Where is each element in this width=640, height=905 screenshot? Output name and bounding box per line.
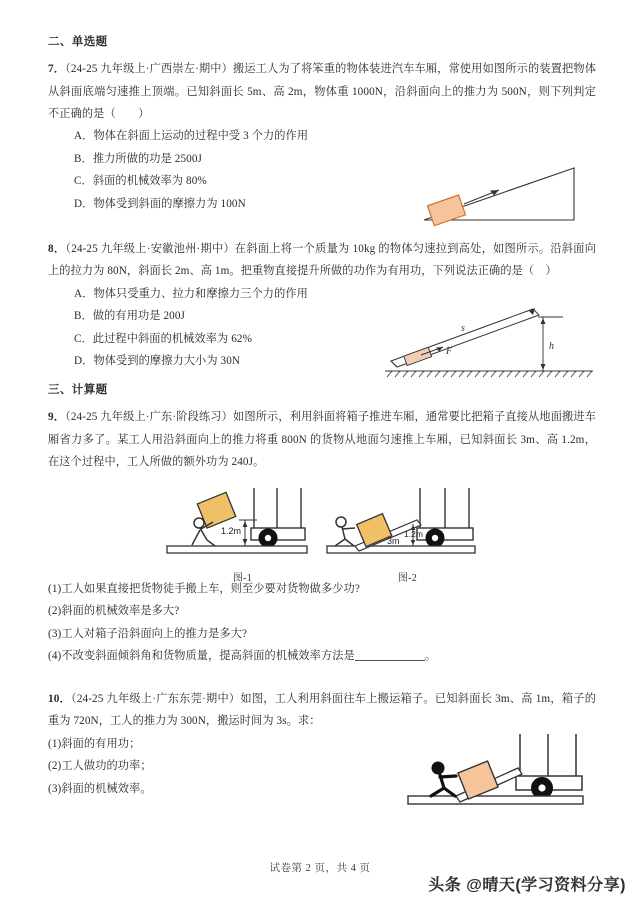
question-10-text: 如图，工人利用斜面往车上搬运箱子。已知斜面长 3m、高 1m，箱子的重为 720N，工人的推力为 300N，搬运时间为 3s。求： — [48, 693, 597, 728]
section-heading-2: 二、单选题 — [48, 36, 108, 48]
force-arrow — [464, 190, 499, 204]
question-9-sub-4-text: (4)不改变斜面倾斜角和货物质量，提高斜面的机械效率方法是 — [48, 650, 355, 663]
carry-diagram — [165, 484, 320, 562]
question-8-source: （24-25 九年级上·安徽池州·期中） — [65, 243, 235, 255]
question-9-sub-2: (2)斜面的机械效率是多大? — [48, 605, 180, 618]
question-10-source: （24-25 九年级上·广东东莞·期中） — [71, 693, 241, 705]
label-q9-fig2-height: 1.2m — [404, 529, 423, 539]
truck — [251, 488, 305, 547]
label-q9-fig2-length: 3m — [387, 536, 400, 546]
stick-person-pushing — [431, 762, 456, 797]
block-on-board — [404, 347, 432, 365]
stick-person — [192, 518, 215, 546]
watermark: 头条 @晴天(学习资料分享) — [428, 877, 626, 894]
page-content-3 — [48, 382, 596, 477]
question-9-stem — [48, 406, 596, 473]
page-content-4 — [48, 578, 596, 668]
question-8-option-c[interactable]: C．此过程中斜面的机械效率为 62% — [74, 332, 253, 345]
question-10-sub-1: (1)斜面的有用功； — [48, 737, 141, 750]
question-7-option-c[interactable]: C．斜面的机械效率为 80% — [74, 175, 207, 188]
question-7-text: 搬运工人为了将笨重的物体装进汽车车厢，常使用如图所示的装置把物体从斜面底端匀速推上顶端。已知斜面长 5m、高 2m，物体重 1000N，沿斜面向上的推力为 500N，则下列判定不正确的是（ ） — [48, 63, 597, 121]
question-9-text: 如图所示，利用斜面将箱子推进车厢，通常要比把箱子直接从地面搬进车厢省力多了。某工人用沿斜面向上的推力将重 800N 的货物从地面匀速推上车厢，已知斜面长 3m、高 1.2m，在这个过程中，工人所做的额外功为 240J。 — [48, 411, 597, 469]
question-7-option-a[interactable]: A．物体在斜面上运动的过程中受 3 个力的作用 — [74, 130, 309, 143]
question-10-number: 10． — [48, 693, 71, 705]
question-10-sub-2: (2)工人做功的功率； — [48, 760, 152, 773]
ground-platform — [167, 546, 307, 553]
question-8-option-a[interactable]: A．物体只受重力、拉力和摩擦力三个力的作用 — [74, 287, 308, 300]
truck — [417, 488, 473, 547]
figure-question-7 — [404, 158, 594, 228]
ground-hatching — [387, 371, 592, 377]
figure-q9-1-caption: 图-1 — [232, 573, 253, 584]
figure-q9-2 — [325, 484, 490, 584]
question-9-number: 9． — [48, 411, 66, 424]
figure-q9-1 — [165, 484, 320, 584]
incline-diagram-q7 — [404, 158, 594, 228]
label-s: s — [461, 323, 465, 334]
question-8-option-b[interactable]: B．做的有用功是 200J — [74, 310, 186, 323]
question-8-option-d[interactable]: D．物体受到的摩擦力大小为 30N — [74, 355, 241, 368]
question-9-sub-4-tail: 。 — [424, 650, 437, 663]
label-q9-fig1-height: 1.2m — [221, 526, 242, 536]
question-9-source: （24-25 九年级上·广东·阶段练习） — [65, 411, 233, 424]
incline-diagram-q8 — [383, 303, 595, 383]
question-9-sub-3: (3)工人对箱子沿斜面向上的推力是多大? — [48, 627, 248, 640]
truck — [516, 734, 582, 799]
label-F: F — [446, 346, 453, 357]
question-8-text: 在斜面上将一个质量为 10kg 的物体匀速拉到高处，如图所示。沿斜面向上的拉力为 80N，斜面长 2m、高 1m。把重物直接提升所做的功作为有用功，下列说法正确的是（ ） — [48, 243, 596, 278]
question-7-number: 7． — [48, 63, 66, 76]
ramp-diagram-q10 — [404, 728, 599, 816]
figure-q9-2-caption: 图-2 — [397, 573, 418, 584]
figure-question-10 — [404, 728, 599, 816]
question-8-number: 8． — [48, 243, 66, 255]
ground-platform — [327, 546, 475, 553]
page-footer: 试卷第 2 页，共 4 页 — [269, 863, 371, 874]
question-7-stem — [48, 58, 596, 125]
question-7-source: （24-25 九年级上·广西崇左·期中） — [65, 63, 233, 76]
question-7-option-b[interactable]: B．推力所做的功是 2500J — [74, 152, 202, 165]
question-7-option-d[interactable]: D．物体受到斜面的摩擦力为 100N — [74, 197, 246, 210]
question-9-sub-1: (1)工人如果直接把货物徒手搬上车，则至少要对货物做多少功? — [48, 583, 360, 595]
box-on-incline — [427, 195, 465, 226]
answer-blank[interactable] — [355, 649, 425, 661]
question-9 — [48, 406, 596, 473]
question-10-sub-3: (3)斜面的机械效率。 — [48, 782, 152, 795]
question-10-stem — [48, 688, 596, 733]
label-h: h — [549, 341, 554, 352]
figure-question-8 — [383, 303, 595, 383]
question-8-stem — [48, 238, 596, 283]
ramp-diagram — [325, 484, 490, 562]
section-heading-3: 三、计算题 — [48, 384, 108, 396]
ground-platform — [408, 796, 583, 804]
stick-person-pushing — [335, 517, 355, 546]
question-9-sub-4 — [48, 645, 596, 667]
